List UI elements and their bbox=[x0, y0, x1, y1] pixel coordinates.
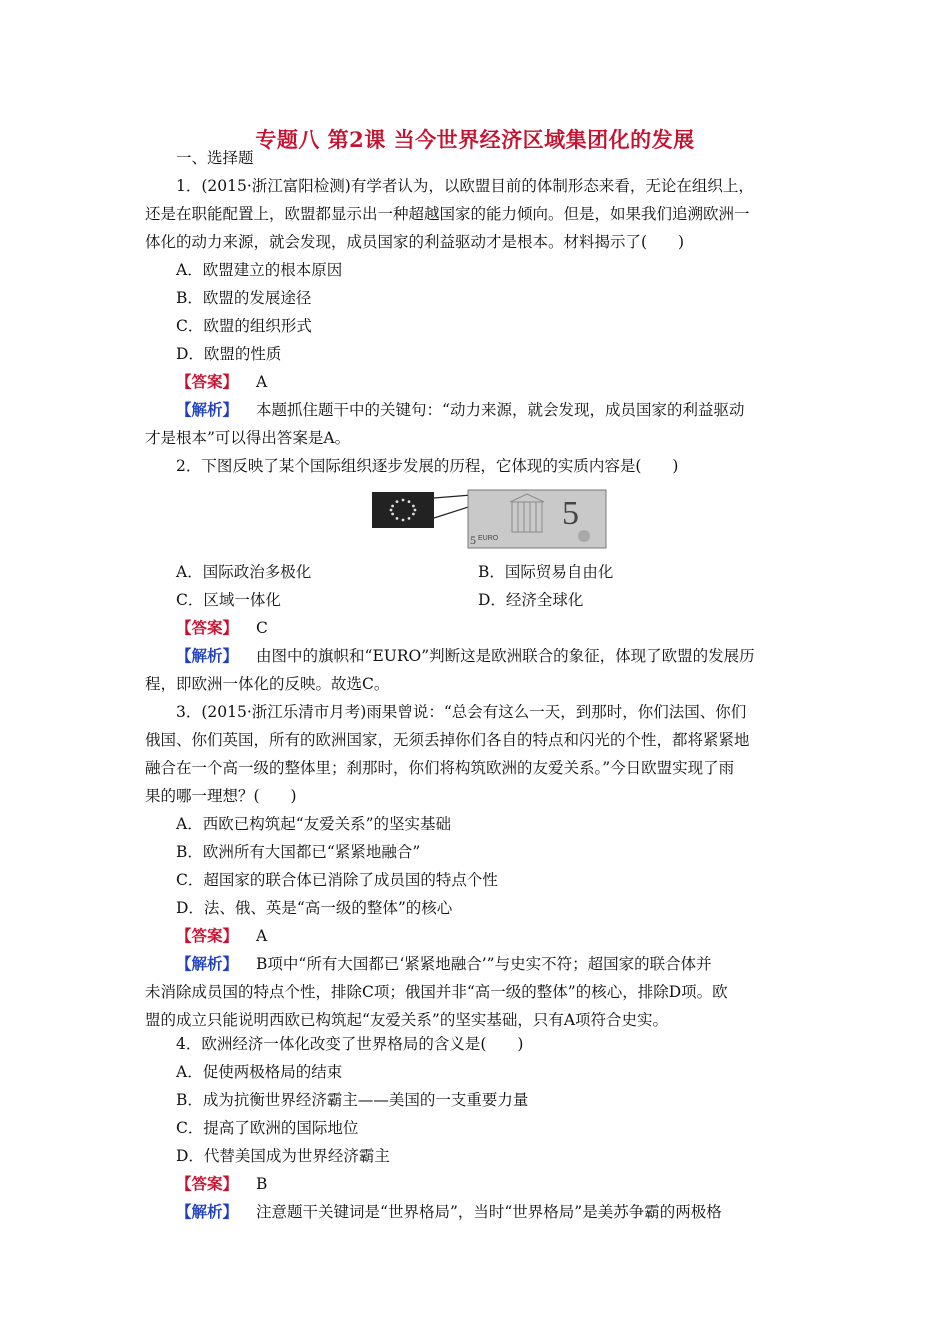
q4-stem-line1: 4．欧洲经济一体化改变了世界格局的含义是( ) bbox=[176, 1035, 524, 1053]
figure-svg bbox=[372, 488, 608, 550]
q1-stem-line3: 体化的动力来源，就会发现，成员国家的利益驱动才是根本。材料揭示了( ) bbox=[145, 233, 685, 251]
q2-option-a: A．国际政治多极化 bbox=[176, 563, 312, 581]
q3-stem-line3: 融合在一个高一级的整体里；刹那时，你们将构筑欧洲的友爱关系。”今日欧盟实现了雨 bbox=[145, 759, 735, 777]
q3-option-b: B．欧洲所有大国都已“紧紧地融合” bbox=[176, 843, 421, 861]
q2-analysis-row bbox=[176, 646, 755, 666]
q1-stem-line1: 1．(2015·浙江富阳检测)有学者认为，以欧盟目前的体制形态来看，无论在组织上， bbox=[176, 177, 754, 195]
q2-analysis-line2: 程，即欧洲一体化的反映。故选C。 bbox=[145, 675, 390, 693]
q1-analysis-line1: 本题抓住题干中的关键句：“动力来源，就会发现，成员国家的利益驱动 bbox=[256, 401, 745, 419]
analysis-label: 【解析】 bbox=[176, 1202, 239, 1221]
q3-analysis-line3: 盟的成立只能说明西欧已构筑起“友爱关系”的坚实基础，只有A项符合史实。 bbox=[145, 1011, 669, 1029]
q1-analysis-line2: 才是根本”可以得出答案是A。 bbox=[145, 429, 351, 447]
q4-option-c: C．提高了欧洲的国际地位 bbox=[176, 1119, 359, 1137]
q4-option-b: B．成为抗衡世界经济霸主——美国的一支重要力量 bbox=[176, 1091, 529, 1109]
banknote-euro-text: EURO bbox=[478, 535, 499, 542]
q1-analysis-row bbox=[176, 400, 744, 420]
answer-label: 【答案】 bbox=[176, 1174, 239, 1193]
q3-answer-row bbox=[176, 926, 267, 946]
q2-option-c: C．区域一体化 bbox=[176, 591, 281, 609]
page-title: 专题八 第2课 当今世界经济区域集团化的发展 bbox=[255, 127, 695, 152]
analysis-label: 【解析】 bbox=[176, 954, 239, 973]
q3-stem-line1: 3．(2015·浙江乐清市月考)雨果曾说：“总会有这么一天，到那时，你们法国、你们 bbox=[176, 703, 747, 721]
q3-stem-line2: 俄国、你们英国，所有的欧洲国家，无须丢掉你们各自的特点和闪光的个性，都将紧紧地 bbox=[145, 731, 750, 749]
q2-answer-value: C bbox=[256, 619, 268, 637]
q2-option-b: B．国际贸易自由化 bbox=[478, 563, 614, 581]
q2-answer-row bbox=[176, 618, 268, 638]
q1-answer-row bbox=[176, 372, 267, 392]
banknote-denomination: 5 bbox=[562, 495, 579, 532]
q3-answer-value: A bbox=[256, 927, 268, 945]
q1-option-b: B．欧盟的发展途径 bbox=[176, 289, 312, 307]
q4-option-d: D．代替美国成为世界经济霸主 bbox=[176, 1147, 390, 1165]
section-heading: 一、选择题 bbox=[176, 149, 254, 167]
q4-analysis-line1: 注意题干关键词是“世界格局”，当时“世界格局”是美苏争霸的两极格 bbox=[256, 1203, 722, 1221]
q1-option-d: D．欧盟的性质 bbox=[176, 345, 282, 363]
q4-analysis-row bbox=[176, 1202, 722, 1222]
q3-option-a: A．西欧已构筑起“友爱关系”的坚实基础 bbox=[176, 815, 452, 833]
q1-stem-line2: 还是在职能配置上，欧盟都显示出一种超越国家的能力倾向。但是，如果我们追溯欧洲一 bbox=[145, 205, 750, 223]
q3-option-c: C．超国家的联合体已消除了成员国的特点个性 bbox=[176, 871, 498, 889]
q3-analysis-line2: 未消除成员国的特点个性，排除C项；俄国并非“高一级的整体”的核心，排除D项。欧 bbox=[145, 983, 728, 1001]
q1-option-c: C．欧盟的组织形式 bbox=[176, 317, 312, 335]
q3-option-d: D．法、俄、英是“高一级的整体”的核心 bbox=[176, 899, 453, 917]
answer-label: 【答案】 bbox=[176, 618, 239, 637]
q4-answer-row bbox=[176, 1174, 267, 1194]
answer-label: 【答案】 bbox=[176, 926, 239, 945]
q4-answer-value: B bbox=[256, 1175, 268, 1193]
q3-analysis-row bbox=[176, 954, 712, 974]
q2-analysis-line1: 由图中的旗帜和“EURO”判断这是欧洲联合的象征，体现了欧盟的发展历 bbox=[256, 647, 755, 665]
q2-stem-line1: 2．下图反映了某个国际组织逐步发展的历程，它体现的实质内容是( ) bbox=[176, 457, 679, 475]
analysis-label: 【解析】 bbox=[176, 646, 239, 665]
q2-option-d: D．经济全球化 bbox=[478, 591, 584, 609]
answer-label: 【答案】 bbox=[176, 372, 239, 391]
q3-analysis-line1: B项中“所有大国都已‘紧紧地融合’”与史实不符；超国家的联合体并 bbox=[256, 955, 712, 973]
analysis-label: 【解析】 bbox=[176, 400, 239, 419]
banknote-corner-five: 5 bbox=[470, 533, 476, 547]
q1-answer-value: A bbox=[256, 373, 268, 391]
q3-stem-line4: 果的哪一理想？( ) bbox=[145, 787, 297, 805]
eu-flag bbox=[372, 492, 434, 528]
q4-option-a: A．促使两极格局的结束 bbox=[176, 1063, 343, 1081]
eu-flag-and-euro-banknote-figure bbox=[372, 488, 608, 550]
q1-option-a: A．欧盟建立的根本原因 bbox=[176, 261, 343, 279]
